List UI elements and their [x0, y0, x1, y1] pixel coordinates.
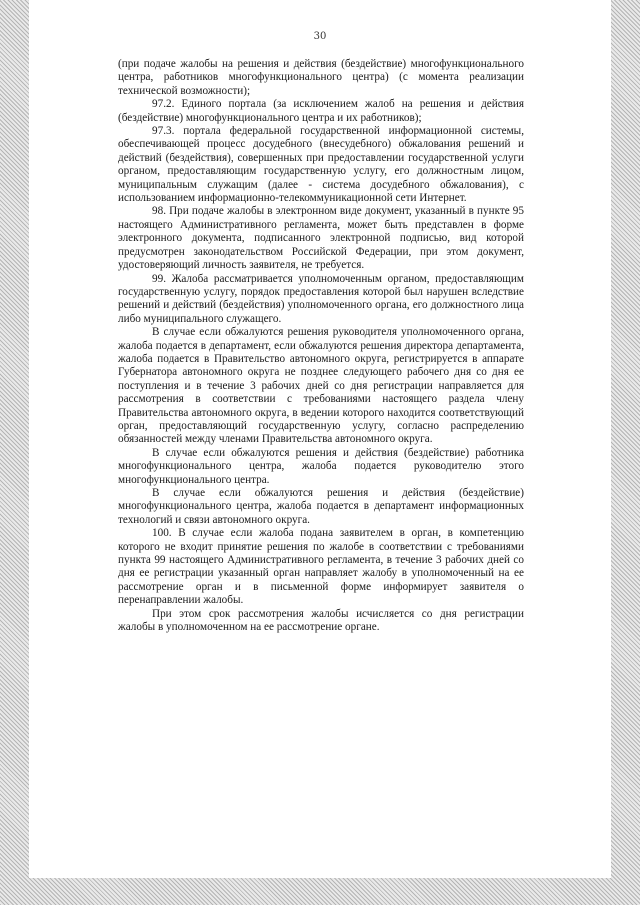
document-body: [118, 58, 524, 634]
document-page: [29, 0, 611, 878]
paragraph: В случае если обжалуются решения руководителя уполномоченного органа, жалоба подается в департамент, если обжалуются решения директора департамента, жалоба подается в Правительство автономного округа, регистрируется в аппарате Губернатора автономного округа не позднее следующего рабочего дня со дня ее поступления и в течение 3 рабочих дней со дня регистрации направляется для рассмотрения в соответствии с требованиями настоящего раздела члену Правительства автономного округа, в ведении которого находится соответствующий орган, предоставляющий государственную услугу, согласно распределению обязанностей между членами Правительства автономного округа.: [118, 326, 524, 446]
paragraph: 97.2. Единого портала (за исключением жалоб на решения и действия (бездействие) многофункционального центра и их работников);: [118, 98, 524, 124]
paragraph: 97.3. портала федеральной государственной информационной системы, обеспечивающей процесс досудебного (внесудебного) обжалования решений и действий (бездействия), совершенных при предоставлении государственной услуги органом, предоставляющим государственную услугу, его должностным лицом, муниципальным служащим (далее - система досудебного обжалования), с использованием информационно-телекоммуникационной сети Интернет.: [118, 125, 524, 205]
bottom-border: [0, 878, 640, 905]
right-border: [611, 0, 640, 905]
paragraph: В случае если обжалуются решения и действия (бездействие) многофункционального центра, жалоба подается в департамент информационных технологий и связи автономного округа.: [118, 487, 524, 526]
paragraph: 98. При подаче жалобы в электронном виде документ, указанный в пункте 95 настоящего Административного регламента, может быть представлен в форме электронного документа, подписанного электронной подписью, вид которой предусмотрен законодательством Российской Федерации, при этом документ, удостоверяющий личность заявителя, не требуется.: [118, 205, 524, 272]
paragraph: (при подаче жалобы на решения и действия (бездействие) многофункционального центра, работников многофункционального центра) (с момента реализации технической возможности);: [118, 58, 524, 97]
paragraph: 100. В случае если жалоба подана заявителем в орган, в компетенцию которого не входит принятие решения по жалобе в соответствии с требованиями пункта 99 настоящего Административного регламента, в течение 3 рабочих дней со дня ее регистрации указанный орган направляет жалобу в уполномоченный на ее рассмотрение орган и в письменной форме информирует заявителя о перенаправлении жалобы.: [118, 527, 524, 607]
paragraph: В случае если обжалуются решения и действия (бездействие) работника многофункционального центра, жалоба подается руководителю этого многофункционального центра.: [118, 446, 524, 486]
paragraph: При этом срок рассмотрения жалобы исчисляется со дня регистрации жалобы в уполномоченном на ее рассмотрение органе.: [118, 607, 524, 634]
left-border: [0, 0, 29, 905]
page-number: 30: [313, 31, 327, 42]
paragraph: 99. Жалоба рассматривается уполномоченным органом, предоставляющим государственную услугу, порядок предоставления которой был нарушен вследствие решений и действий (бездействия) уполномоченного органа, его должностного лица либо муниципального служащего.: [118, 272, 524, 325]
